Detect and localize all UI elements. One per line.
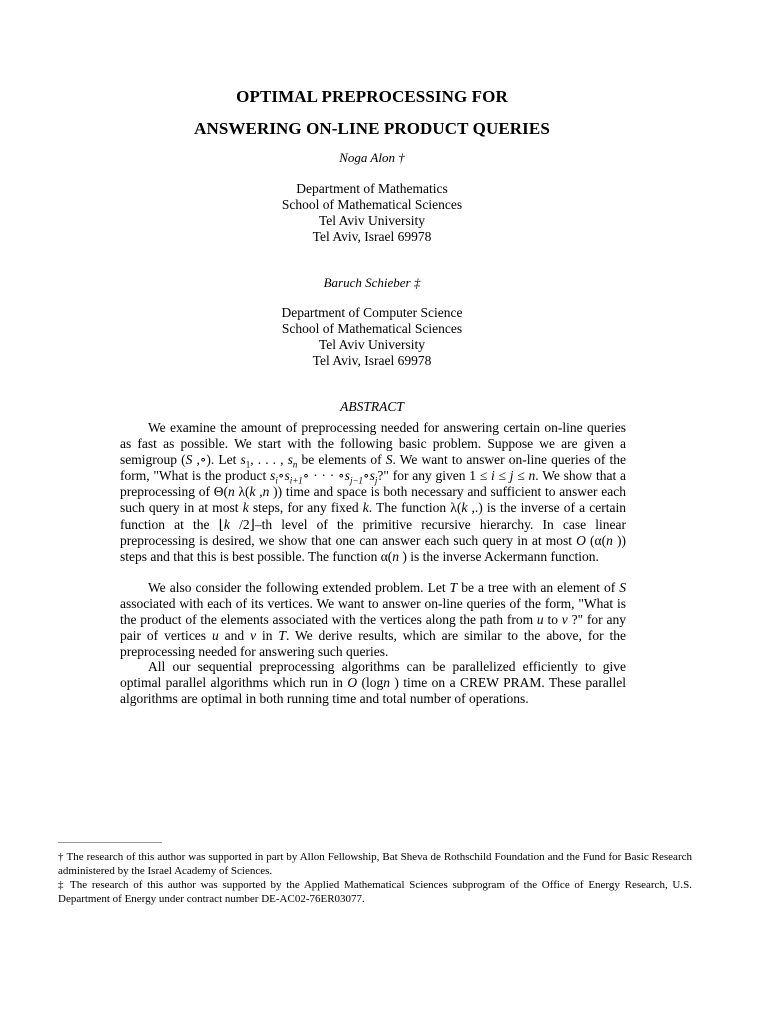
author-name: Baruch Schieber ‡ <box>323 275 421 290</box>
author-affiliation <box>0 305 744 369</box>
affiliation-line: Department of Computer Science <box>281 305 463 320</box>
footnote-divider <box>58 842 162 843</box>
abstract-paragraph: All our sequential preprocessing algorithms can be parallelized efficiently to give optimal parallel algorithms which run in O (logn ) time on a CREW PRAM. These parallel algorithms are optimal in both running time and total number of operations. <box>120 659 627 707</box>
abstract-paragraph: We examine the amount of preprocessing needed for answering certain on-line queries as fast as possible. We start with the following basic problem. Suppose we are given a semigroup (S ,∘). Let $s_1$, . . . , $s_n$ be elements of S. We want to answer on-line queries of the form, "What is the product $s_i\circ s_{i+1}\circ$ · · · $\circ s_{j-1}\circ s_j$?" for any given 1 ≤ i ≤ j ≤ n. We show that a preprocessing of Θ(n λ(k ,n )) time and space is both necessary and sufficient to answer each such query in at most k steps, for any fixed k. The function λ(k ,.) is the inverse of a certain function at the ⌊k /2⌋–th level of the primitive recursive hierarchy. In case linear preprocessing is desired, we show that one can answer each such query in at most O (α(n )) steps and that this is best possible. The function α(n ) is the inverse Ackermann function. <box>120 420 626 564</box>
affiliation-line: School of Mathematical Sciences <box>281 321 463 336</box>
paper-title-line-2: ANSWERING ON-LINE PRODUCT QUERIES <box>194 119 550 138</box>
affiliation-line: School of Mathematical Sciences <box>281 197 463 212</box>
affiliation-line: Department of Mathematics <box>296 181 448 196</box>
footnote: ‡ The research of this author was supported by the Applied Mathematical Sciences subprogram of the Office of Energy Research, U.S. Department of Energy under contract number DE-AC02-76ER03077. <box>58 879 692 905</box>
paper-title-line-1: OPTIMAL PREPROCESSING FOR <box>236 87 508 106</box>
author-name: Noga Alon † <box>339 150 405 165</box>
abstract-heading: ABSTRACT <box>340 399 404 414</box>
author-affiliation <box>0 181 744 245</box>
footnote: † The research of this author was supported in part by Allon Fellowship, Bat Sheva de Rothschild Foundation and the Fund for Basic Research administered by the Israel Academy of Sciences. <box>58 851 692 877</box>
affiliation-line: Tel Aviv, Israel 69978 <box>312 229 432 244</box>
abstract-paragraph: We also consider the following extended problem. Let T be a tree with an element of S associated with each of its vertices. We want to answer on-line queries of the form, "What is the product of the elements associated with the vertices along the path from u to v ?" for any pair of vertices u and v in T. We derive results, which are similar to the above, for the preprocessing needed for answering such queries. <box>120 580 626 660</box>
affiliation-line: Tel Aviv, Israel 69978 <box>312 353 432 368</box>
affiliation-line: Tel Aviv University <box>318 213 426 228</box>
affiliation-line: Tel Aviv University <box>318 337 426 352</box>
